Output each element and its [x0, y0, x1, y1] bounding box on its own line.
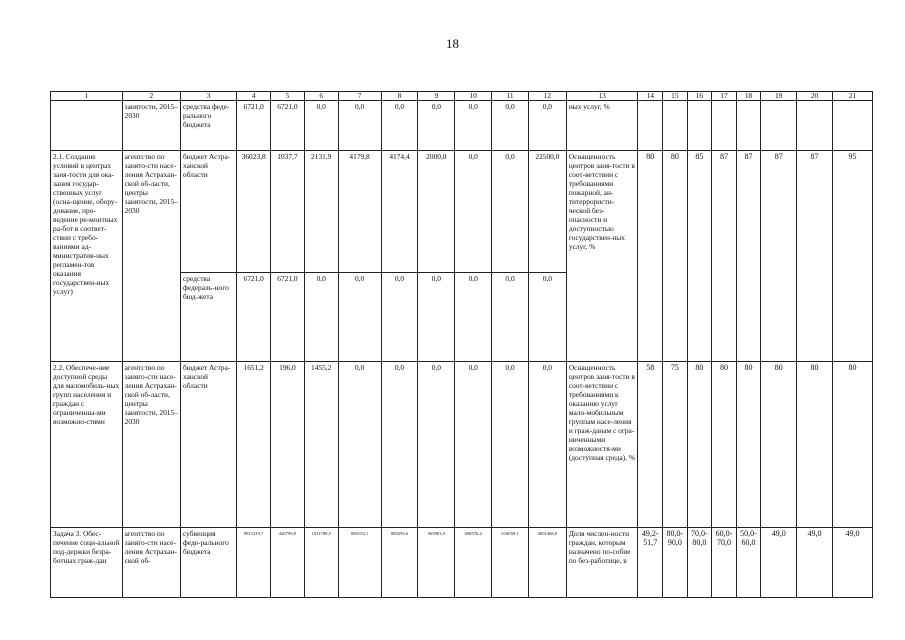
indicator-value: [761, 101, 797, 151]
indicator-name: Оснащенность центров заня-тости в соот-ветствии с требованиями пожарной, ан-титеррористи-ческой без-опасности и доступностью государствен-ных услуг, %: [566, 151, 638, 362]
amount: 1455,2: [304, 362, 338, 528]
amount: 0,0: [455, 273, 492, 362]
indicator-value: [797, 101, 833, 151]
amount: 4179,8: [338, 151, 381, 273]
amount: 426799,0: [271, 528, 305, 598]
amount: 0,0: [418, 362, 455, 528]
measure-name: Задача 3. Обес-печение соци-альной под-держки безра-ботных граж-дан: [51, 528, 123, 598]
column-number: 4: [237, 92, 271, 101]
amount: 0,0: [304, 273, 338, 362]
indicator-value: 80: [663, 151, 688, 362]
column-number: 13: [566, 92, 638, 101]
indicator-name: Оснащенность центров заня-тости в соот-ветствии с требованиями к оказанию услуг мало-мобильным группам насе-ления и граж-данам с огра-ниченными возможностя-ми (доступная среда), %: [566, 362, 638, 528]
executor: агентство по заняго-сти насе-ления Астрахан-ской об-ласти, центры занятости, 2015–2030: [122, 362, 180, 528]
amount: 1651,2: [237, 362, 271, 528]
column-number: 2: [122, 92, 180, 101]
column-number: 21: [832, 92, 872, 101]
indicator-value: [712, 101, 737, 151]
amount: 22500,0: [528, 151, 566, 273]
amount: 0,0: [338, 273, 381, 362]
amount: 0,0: [338, 101, 381, 151]
amount: 0,0: [492, 362, 529, 528]
indicator-value: [832, 101, 872, 151]
amount: 0,0: [528, 362, 566, 528]
column-number: 1: [51, 92, 123, 101]
amount: 0,0: [528, 273, 566, 362]
executor: агентство по заняго-сти насе-ления Астрахан-ской об-: [122, 528, 180, 598]
column-number: 14: [638, 92, 663, 101]
amount: 6721,0: [271, 273, 305, 362]
indicator-value: 75: [663, 362, 688, 528]
measure-name: 2.1. Создание условий в центрах заня-тости для ока-зания государ-ственных услуг (осна-щение, обору-дование, про-ведение ре-монтных ра-бот в соответ-ствии с требо-ваниями ад-министратив-ных регламен-тов оказания государствен-ных услуг): [51, 151, 123, 362]
amount: 0,0: [418, 101, 455, 151]
amount: 0,0: [455, 101, 492, 151]
program-table: [50, 91, 873, 598]
indicator-value: 87: [761, 151, 797, 362]
amount: 0,0: [528, 101, 566, 151]
amount: 4001468,0: [528, 528, 566, 598]
amount: 0,0: [492, 273, 529, 362]
amount: 36023,8: [237, 151, 271, 273]
table-row: [51, 101, 873, 151]
indicator-value: [736, 101, 761, 151]
measure-name: 2.2. Обеспече-ние доступной среды для маломобиль-ных групп населения и граждан с ограниченны-ми возможно-стями: [51, 362, 123, 528]
column-number: 11: [492, 92, 529, 101]
amount: 0,0: [381, 362, 418, 528]
amount: 0,0: [455, 151, 492, 273]
amount: 196,0: [271, 362, 305, 528]
indicator-name: Доля числен-ности граждан, которым назначено по-собие по без-работице, в: [566, 528, 638, 598]
amount: 616059,1: [492, 528, 529, 598]
amount: 0,0: [418, 273, 455, 362]
amount: 6721,0: [237, 101, 271, 151]
column-number: 7: [338, 92, 381, 101]
indicator-value: 80,0-90,0: [663, 528, 688, 598]
indicator-value: 49,2-51,7: [638, 528, 663, 598]
indicator-value: 49,0: [797, 528, 833, 598]
indicator-name: ных услуг, %: [566, 101, 638, 151]
column-number: 10: [455, 92, 492, 101]
amount: 0,0: [338, 362, 381, 528]
funding-source: субвенция феде-рального бюджета: [181, 528, 237, 598]
indicator-value: 58: [638, 362, 663, 528]
table-row: [51, 151, 873, 273]
amount: 0,0: [455, 362, 492, 528]
funding-source: бюджет Астра-ханской области: [181, 362, 237, 528]
column-number-row: [51, 92, 873, 101]
column-number: 18: [736, 92, 761, 101]
indicator-value: 80: [797, 362, 833, 528]
column-number: 16: [687, 92, 712, 101]
column-number: 5: [271, 92, 305, 101]
amount: 6721,0: [271, 101, 305, 151]
amount: 1037,7: [271, 151, 305, 273]
indicator-value: 49,0: [761, 528, 797, 598]
amount: 0,0: [492, 101, 529, 151]
amount: 0,0: [381, 273, 418, 362]
indicator-value: 87: [797, 151, 833, 362]
indicator-value: [663, 101, 688, 151]
amount: 880154,1: [338, 528, 381, 598]
column-number: 17: [712, 92, 737, 101]
amount: 0,0: [492, 151, 529, 273]
column-number: 6: [304, 92, 338, 101]
amount: 9811319,7: [237, 528, 271, 598]
indicator-value: 95: [832, 151, 872, 362]
indicator-value: 80: [638, 151, 663, 362]
amount: 1911788,5: [304, 528, 338, 598]
indicator-value: [638, 101, 663, 151]
funding-source: средства феде-рального бюджета: [181, 101, 237, 151]
table-row: [51, 362, 873, 528]
funding-source: средства федераль-ного бюд-жета: [181, 273, 237, 362]
indicator-value: 85: [687, 151, 712, 362]
indicator-value: 87: [736, 151, 761, 362]
amount: 0,0: [304, 101, 338, 151]
table-row: [51, 528, 873, 598]
amount: 2131,9: [304, 151, 338, 273]
column-number: 19: [761, 92, 797, 101]
column-number: 8: [381, 92, 418, 101]
funding-source: бюджет Астра-ханской области: [181, 151, 237, 273]
column-number: 15: [663, 92, 688, 101]
column-number: 9: [418, 92, 455, 101]
indicator-value: 80: [687, 362, 712, 528]
amount: 2000,0: [418, 151, 455, 273]
amount: 608576,4: [455, 528, 492, 598]
indicator-value: 80: [736, 362, 761, 528]
indicator-value: 87: [712, 151, 737, 362]
amount: 565981,0: [418, 528, 455, 598]
indicator-value: 80: [761, 362, 797, 528]
indicator-value: 70,0-80,0: [687, 528, 712, 598]
measure-name: [51, 101, 123, 151]
executor: занятости, 2015–2030: [122, 101, 180, 151]
amount: 6721,0: [237, 273, 271, 362]
amount: 800293,6: [381, 528, 418, 598]
page-number: 18: [446, 36, 459, 51]
indicator-value: 50,0-60,0: [736, 528, 761, 598]
indicator-value: 60,0-70,0: [712, 528, 737, 598]
amount: 0,0: [381, 101, 418, 151]
amount: 4174,4: [381, 151, 418, 273]
column-number: 20: [797, 92, 833, 101]
indicator-value: 80: [832, 362, 872, 528]
executor: агентство по занято-сти насе-ления Астрахан-ской об-ласти, центры занятости, 2015–2030: [122, 151, 180, 362]
indicator-value: 49,0: [832, 528, 872, 598]
indicator-value: 80: [712, 362, 737, 528]
column-number: 12: [528, 92, 566, 101]
indicator-value: [687, 101, 712, 151]
column-number: 3: [181, 92, 237, 101]
